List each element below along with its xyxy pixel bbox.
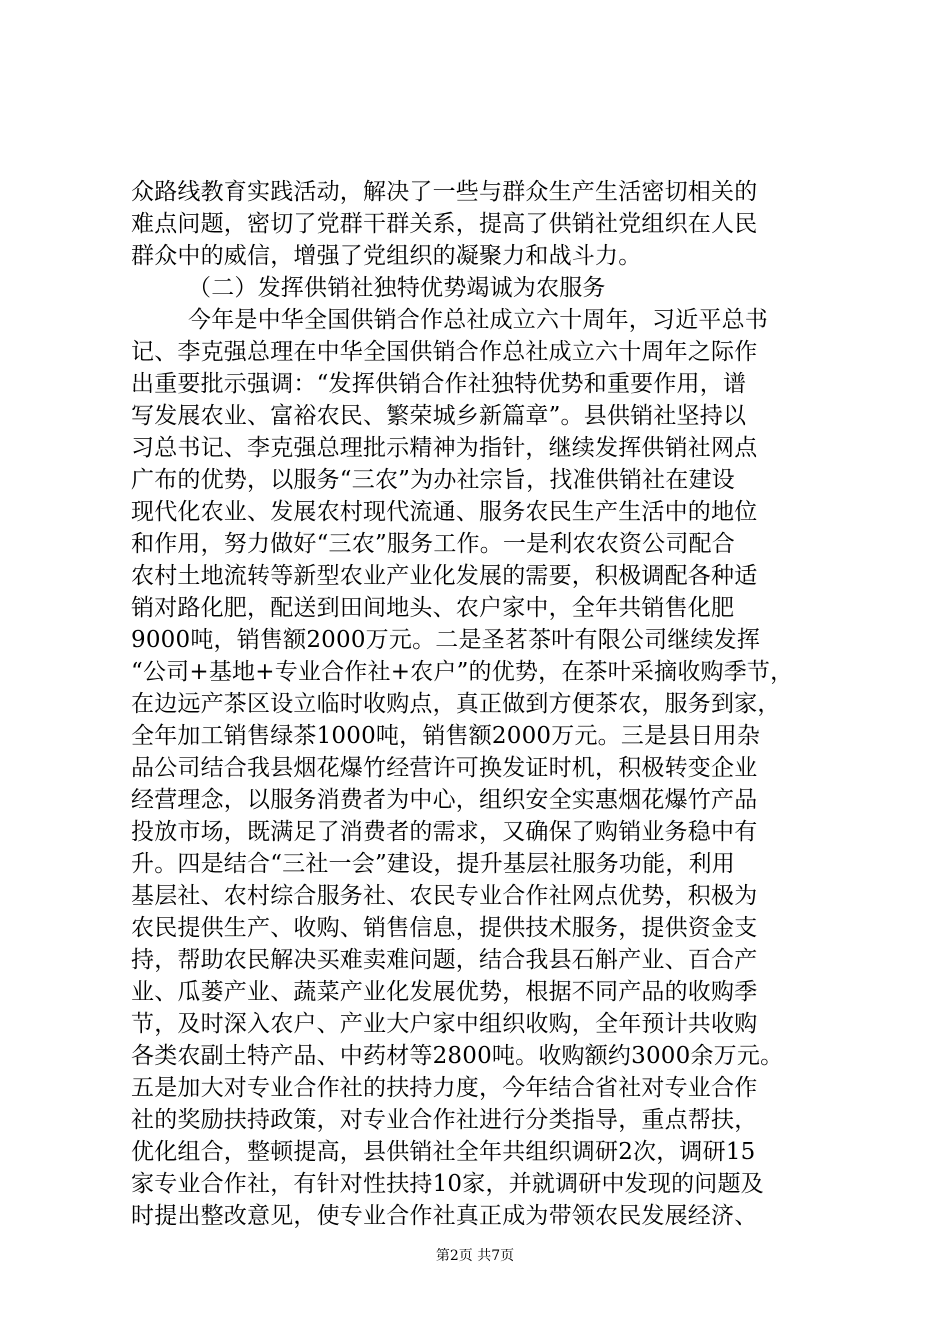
body-text-line: 经营理念，以服务消费者为中心，组织安全实惠烟花爆竹产品 [131, 787, 758, 813]
body-text-line: 品公司结合我县烟花爆竹经营许可换发证时机，积极转变企业 [131, 755, 758, 781]
body-text-line: 9000吨，销售额2000万元。二是圣茗茶叶有限公司继续发挥 [131, 627, 761, 653]
body-text-line: 投放市场，既满足了消费者的需求，又确保了购销业务稳中有 [131, 819, 758, 845]
paragraph-first-line: 今年是中华全国供销合作总社成立六十周年，习近平总书 [188, 307, 768, 333]
body-text-line: 习总书记、李克强总理批示精神为指针，继续发挥供销社网点 [131, 435, 758, 461]
body-text-line: 现代化农业、发展农村现代流通、服务农民生产生活中的地位 [131, 499, 758, 525]
body-text-line: “公司+基地+专业合作社+农户”的优势，在茶叶采摘收购季节， [131, 659, 794, 685]
body-text-line: 优化组合，整顿提高，县供销社全年共组织调研2次，调研15 [131, 1139, 756, 1165]
body-text-line: 各类农副土特产品、中药材等2800吨。收购额约3000余万元。 [131, 1043, 784, 1069]
section-heading: （二）发挥供销社独特优势竭诚为农服务 [188, 275, 606, 301]
body-text-line: 业、瓜蒌产业、蔬菜产业化发展优势，根据不同产品的收购季 [131, 979, 758, 1005]
body-text-line: 农村土地流转等新型农业产业化发展的需要，积极调配各种适 [131, 563, 758, 589]
body-text-line: 和作用，努力做好“三农”服务工作。一是利农农资公司配合 [131, 531, 735, 557]
body-text-line: 在边远产茶区设立临时收购点，真正做到方便茶农，服务到家， [131, 691, 781, 717]
body-text-line: 持，帮助农民解决买难卖难问题，结合我县石斛产业、百合产 [131, 947, 758, 973]
body-text-line: 难点问题，密切了党群干群关系，提高了供销社党组织在人民 [131, 211, 758, 237]
page-footer: 第2页 共7页 [435, 1248, 515, 1264]
body-text-line: 记、李克强总理在中华全国供销合作总社成立六十周年之际作 [131, 339, 758, 365]
body-text-line: 五是加大对专业合作社的扶持力度，今年结合省社对专业合作 [131, 1075, 758, 1101]
body-text-line: 基层社、农村综合服务社、农民专业合作社网点优势，积极为 [131, 883, 758, 909]
body-text-line: 时提出整改意见，使专业合作社真正成为带领农民发展经济、 [131, 1203, 758, 1229]
body-text-line: 出重要批示强调：“发挥供销合作社独特优势和重要作用，谱 [131, 371, 747, 397]
body-text-line: 家专业合作社，有针对性扶持10家，并就调研中发现的问题及 [131, 1171, 764, 1197]
body-text-line: 全年加工销售绿茶1000吨，销售额2000万元。三是县日用杂 [131, 723, 761, 749]
body-text-line: 农民提供生产、收购、销售信息，提供技术服务，提供资金支 [131, 915, 758, 941]
body-text-line: 写发展农业、富裕农民、繁荣城乡新篇章”。县供销社坚持以 [131, 403, 747, 429]
body-text-line: 群众中的威信，增强了党组织的凝聚力和战斗力。 [131, 243, 642, 269]
body-text-line: 节，及时深入农户、产业大户家中组织收购，全年预计共收购 [131, 1011, 758, 1037]
body-text-line: 升。四是结合“三社一会”建设，提升基层社服务功能，利用 [131, 851, 735, 877]
body-text-line: 众路线教育实践活动，解决了一些与群众生产生活密切相关的 [131, 179, 758, 205]
body-text-line: 广布的优势，以服务“三农”为办社宗旨，找准供销社在建设 [131, 467, 735, 493]
body-text-line: 社的奖励扶持政策，对专业合作社进行分类指导，重点帮扶， [131, 1107, 758, 1133]
body-text-line: 销对路化肥，配送到田间地头、农户家中，全年共销售化肥 [131, 595, 735, 621]
